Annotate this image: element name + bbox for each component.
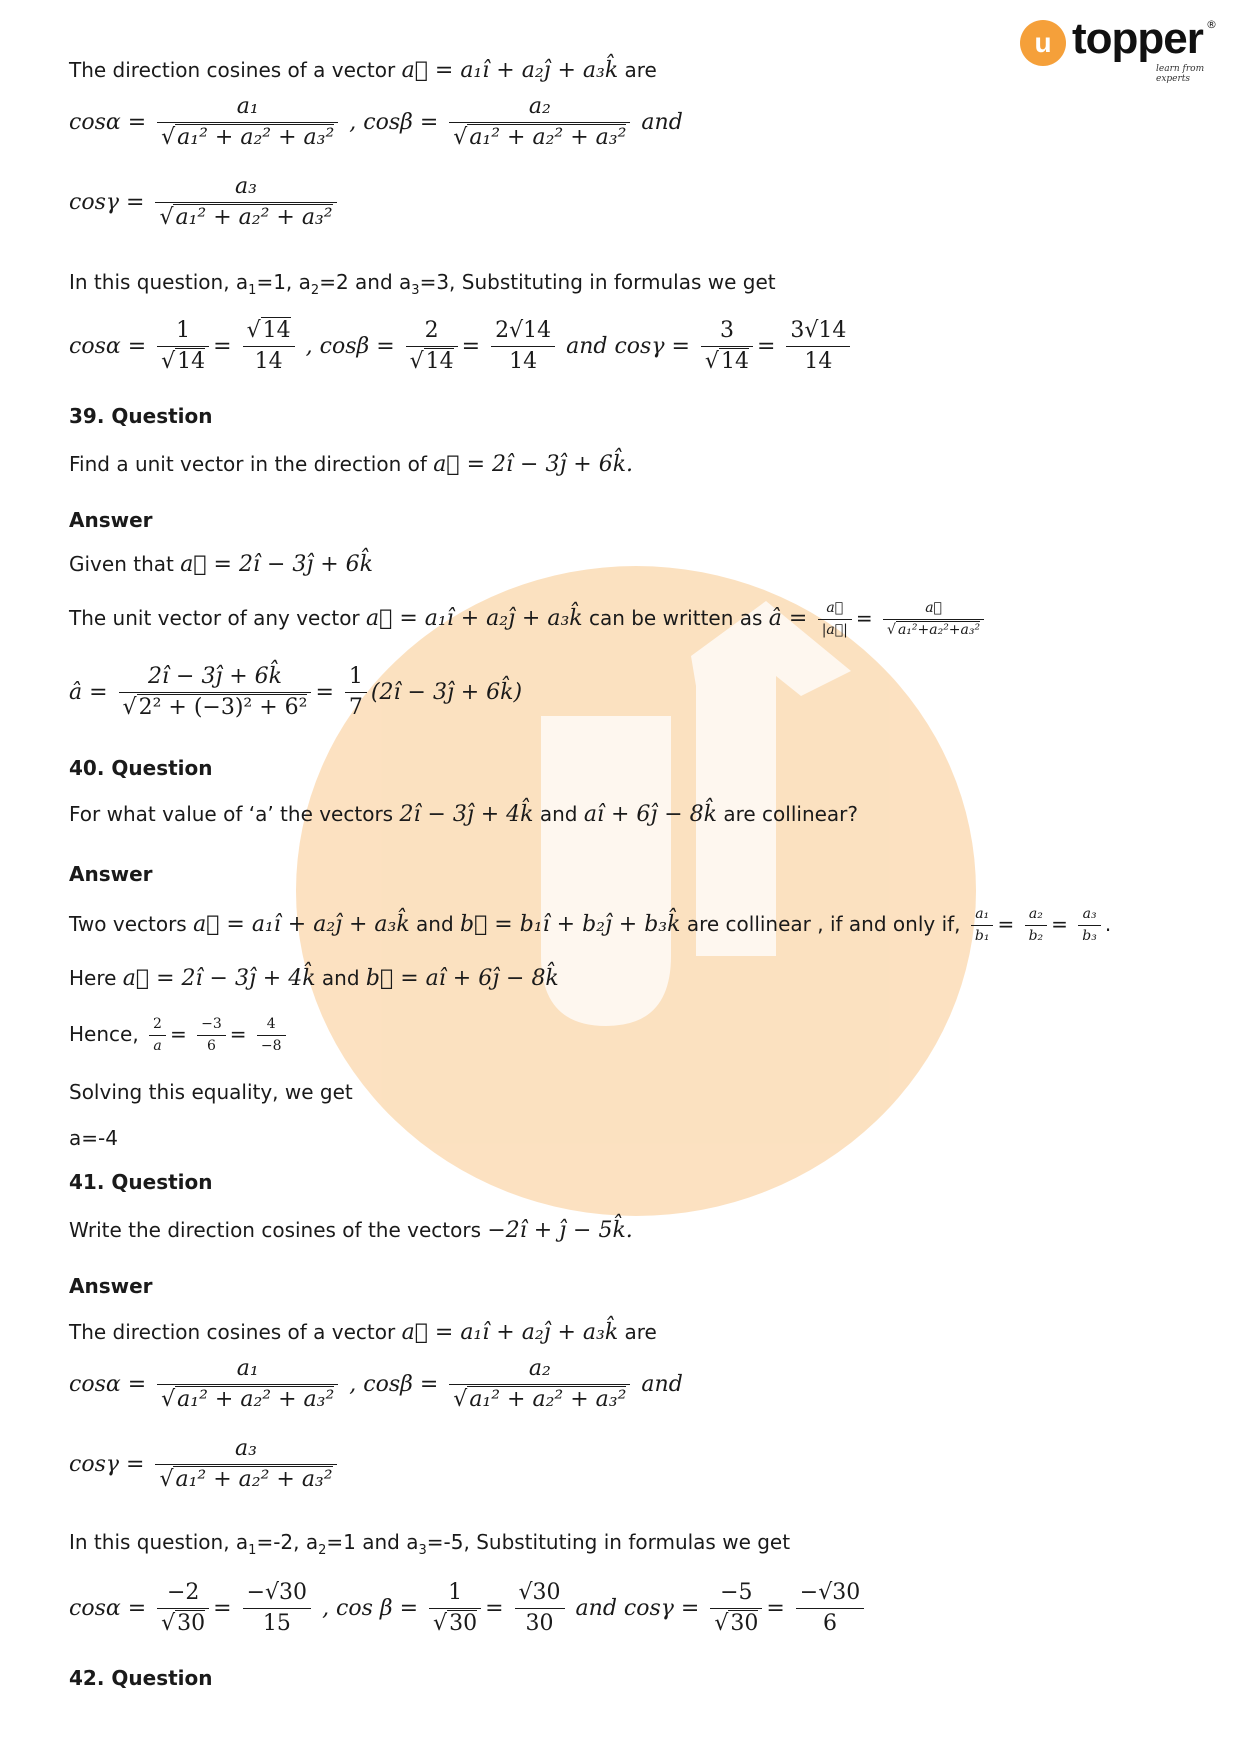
- question-41-heading: 41. Question: [69, 1170, 213, 1194]
- question-39-heading: 39. Question: [69, 404, 213, 428]
- text-line: The direction cosines of a vector a⃗ = a₁î + a₂ĵ + a₃k̂ are: [69, 58, 657, 83]
- topper-logo: [1018, 14, 1218, 84]
- question-40-heading: 40. Question: [69, 756, 213, 780]
- text-line: The direction cosines of a vector a⃗ = a₁î + a₂ĵ + a₃k̂ are: [69, 1320, 657, 1345]
- text-line: Two vectors a⃗ = a₁î + a₂ĵ + a₃k̂ and b⃗ = b₁î + b₂ĵ + b₃k̂ are collinear , if and only if, $\frac{\text{a₁}}{\text{b₁}}$ = $\frac{\text{a₂}}{\text{b₂}}$ = $\frac{\text{a₃}}{\text{b₃}}$ .: [69, 906, 1112, 944]
- formula-cos-alpha-beta: cosα = $\frac{\text{a₁}}{\text{√a₁² + a₂² + a₃²}}$ , cosβ = $\frac{\text{a₂}}{\text{√a₁² + a₂² + a₃²}}$ and: [69, 94, 683, 151]
- text-line: Solving this equality, we get: [69, 1080, 353, 1104]
- answer-heading: Answer: [69, 1274, 153, 1298]
- question-42-heading: 42. Question: [69, 1666, 213, 1690]
- formula-cos-alpha-beta: cosα = $\frac{\text{a₁}}{\text{√a₁² + a₂² + a₃²}}$ , cosβ = $\frac{\text{a₂}}{\text{√a₁² + a₂² + a₃²}}$ and: [69, 1356, 683, 1413]
- formula-unit-vector: â = $\frac{2î - 3ĵ + 6k̂}{\text{√2² + (−3)² + 6²}}$ = $\frac{1}{7}$ (2î − 3ĵ + 6k̂): [69, 664, 523, 721]
- text-line: a=-4: [69, 1126, 118, 1150]
- text-line: Given that a⃗ = 2î − 3ĵ + 6k̂: [69, 552, 373, 577]
- logo-wordmark: topper: [1072, 14, 1203, 63]
- question-41-text: Write the direction cosines of the vectors −2î + ĵ − 5k̂.: [69, 1218, 633, 1243]
- logo-mark-icon: u: [1020, 20, 1066, 66]
- text-line: In this question, $a_1=-2$, $a_2=1$ and $a_3=-5$, Substituting in formulas we get: [69, 1530, 791, 1558]
- formula-result-1: cosα = $\frac{1}{√14}$ = $\frac{√14}{14}$ , cosβ = $\frac{2}{√14}$ = $\frac{2√14}{14}$ and cosγ = $\frac{3}{√14}$ = $\frac{3√14}{14}$: [69, 318, 854, 376]
- text-line: Here a⃗ = 2î − 3ĵ + 4k̂ and b⃗ = aî + 6ĵ − 8k̂: [69, 966, 559, 991]
- formula-result-2: cosα = $\frac{-2}{√30}$ = $\frac{-√30}{15}$ , cos β = $\frac{1}{√30}$ = $\frac{√30}{30}$ and cosγ = $\frac{-5}{√30}$ = $\frac{-√30}{6}$: [69, 1580, 868, 1638]
- question-40-text: For what value of ‘a’ the vectors 2î − 3ĵ + 4k̂ and aî + 6ĵ − 8k̂ are collinear?: [69, 802, 859, 827]
- question-39-text: Find a unit vector in the direction of a⃗ = 2î − 3ĵ + 6k̂.: [69, 452, 634, 477]
- answer-heading: Answer: [69, 862, 153, 886]
- text-line: Hence, $\frac{2}{a}$ = $\frac{-3}{6}$ = $\frac{4}{-8}$: [69, 1016, 290, 1055]
- answer-heading: Answer: [69, 508, 153, 532]
- text-line: The unit vector of any vector a⃗ = a₁î + a₂ĵ + a₃k̂ can be written as â = $\frac{a⃗}{|a⃗|}$ = $\frac{a⃗}{\text{√ a₁²+a₂²+a₃²}}$: [69, 600, 988, 639]
- logo-tagline: learn from experts: [1156, 64, 1205, 84]
- logo-registered: ®: [1206, 18, 1217, 31]
- formula-cos-gamma: cosγ = $\frac{\text{a₃}}{\text{√a₁² + a₂² + a₃²}}$: [69, 1436, 341, 1494]
- formula-cos-gamma: cosγ = $\frac{\text{a₃}}{\text{√a₁² + a₂² + a₃²}}$: [69, 174, 341, 232]
- text-line: In this question, $a_1=1$, $a_2=2$ and $a_3=3$, Substituting in formulas we get: [69, 270, 776, 298]
